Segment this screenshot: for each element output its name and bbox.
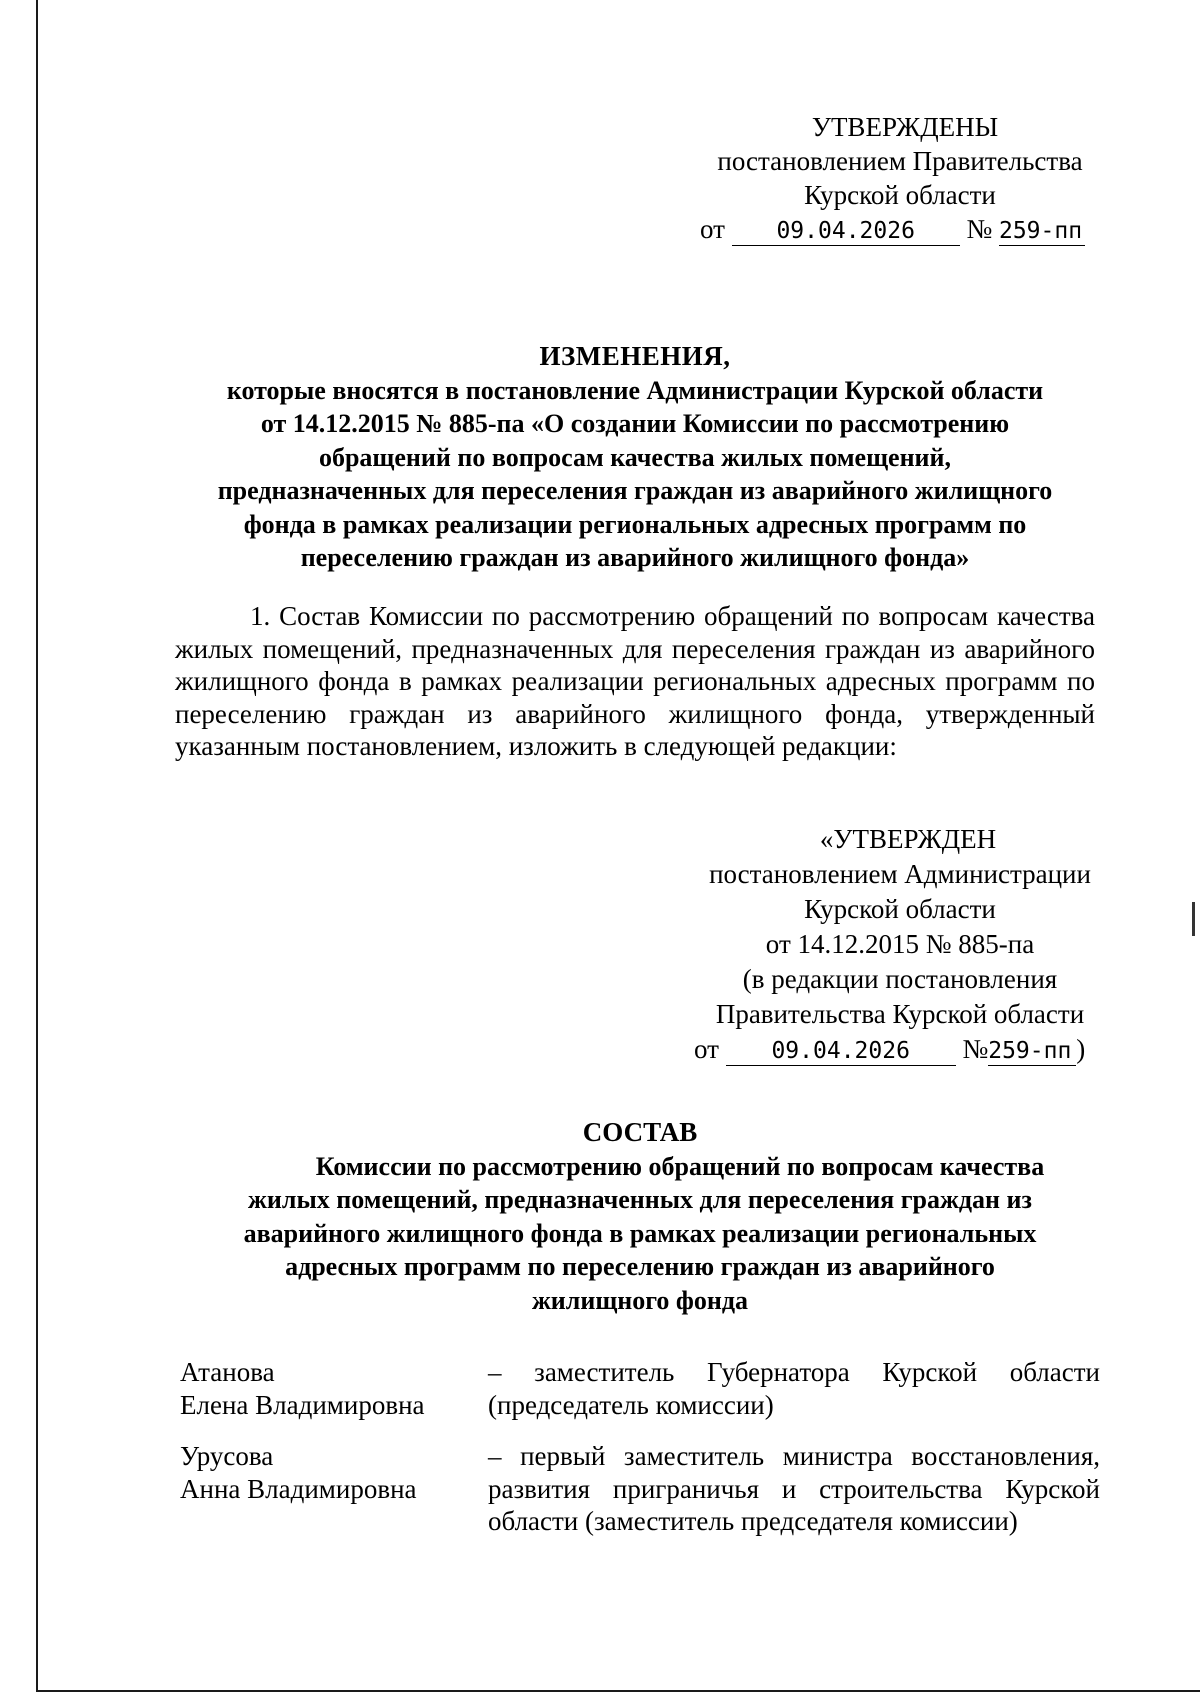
quoted-date-prefix: от [694,1034,719,1064]
composition-subtitle-line: жилых помещений, предназначенных для переселения граждан из [248,1185,1032,1214]
composition-title-block [180,1116,1100,1317]
paragraph-1: 1. Состав Комиссии по рассмотрению обращений по вопросам качества жилых помещений, предназначенных для переселения граждан из аварийного жилищного фонда в рамках реализации региональных адресных программ по переселению граждан из аварийного жилищного фонда, утвержденный указанным постановлением, изложить в следующей редакции: [175,601,1095,761]
quoted-approval-line: (в редакции постановления [742,964,1058,994]
quoted-approval-date-line [680,1032,1120,1067]
approval-stamp [690,110,1110,246]
composition-subtitle-line: Комиссии по рассмотрению обращений по вопросам качества [315,1151,1045,1181]
member-name [180,1440,488,1538]
quoted-closing-paren: ) [1076,1034,1086,1064]
approval-date-line [690,212,1110,246]
member-role: – заместитель Губернатора Курской области (председатель комиссии) [488,1357,1100,1420]
quoted-approval-number: 259-пп [988,1037,1076,1066]
changes-subtitle-line: обращений по вопросам качества жилых помещений, [318,442,952,472]
composition-subtitle-line: адресных программ по переселению граждан из аварийного [285,1252,995,1281]
member-role: – первый заместитель министра восстановления, развития приграничья и строительства Курской области (заместитель председателя комиссии) [488,1441,1100,1536]
scan-edge-mark [1192,902,1195,936]
composition-heading: СОСТАВ [582,1117,698,1147]
changes-title-block [150,340,1120,575]
approval-by: постановлением Правительства [717,146,1083,176]
changes-subtitle-line: переселению граждан из аварийного жилищного фонда» [300,543,970,572]
approval-number-prefix: № [966,214,993,244]
approval-title: УТВЕРЖДЕНЫ [811,112,999,142]
changes-heading: ИЗМЕНЕНИЯ, [539,341,731,371]
approval-number: 259-пп [999,217,1085,246]
composition-subtitle-line: аварийного жилищного фонда в рамках реализации региональных [243,1218,1037,1248]
quoted-approval-date: 09.04.2026 [726,1037,956,1066]
approval-region: Курской области [804,180,996,210]
page-border-bottom [36,1690,1200,1692]
quoted-number-prefix: № [962,1034,989,1064]
members-list [180,1356,1100,1557]
composition-subtitle-line: жилищного фонда [531,1285,749,1315]
page-border-left [36,0,38,1692]
member-surname: Урусова [180,1441,274,1471]
quoted-approval-line: Правительства Курской области [715,999,1085,1029]
member-given-names: Анна Владимировна [180,1473,417,1504]
changes-subtitle-line: которые вносятся в постановление Администрации Курской области [226,375,1044,405]
quoted-approval-stamp [680,822,1120,1067]
quoted-approval-line: Курской области [804,894,996,924]
changes-subtitle-line: от 14.12.2015 № 885-па «О создании Комиссии по рассмотрению [260,409,1010,438]
member-name [180,1356,488,1421]
member-row [180,1356,1100,1421]
approval-date-prefix: от [700,214,725,244]
changes-subtitle-line: фонда в рамках реализации региональных адресных программ по [243,509,1027,539]
approval-date: 09.04.2026 [732,217,960,246]
member-given-names: Елена Владимировна [180,1389,425,1420]
member-surname: Атанова [180,1357,275,1387]
changes-subtitle-line: предназначенных для переселения граждан из аварийного жилищного [217,476,1053,505]
member-row [180,1440,1100,1538]
quoted-approval-line: от 14.12.2015 № 885-па [765,929,1035,959]
quoted-approval-line: постановлением Администрации [709,859,1091,889]
quoted-approval-line: «УТВЕРЖДЕН [819,824,997,854]
